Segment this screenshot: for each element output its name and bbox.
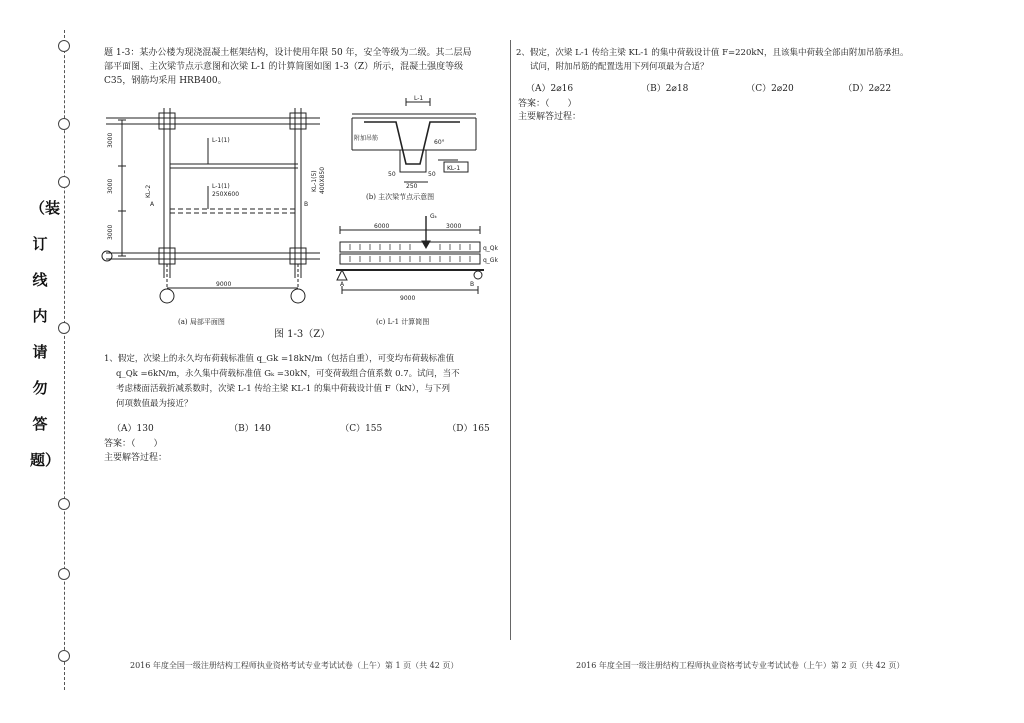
dim-label: 50 (428, 171, 436, 178)
dim-label: 3000 (107, 132, 114, 148)
point-a-label: A (150, 201, 155, 208)
question-line: 考虑楼面活载折减系数时，次梁 L-1 传给主梁 KL-1 的集中荷载设计值 F（kN），与下列 (116, 384, 450, 394)
gk-dist-label: q_Gk (483, 257, 498, 264)
binding-char: 题） (30, 451, 61, 469)
problem-intro (104, 46, 504, 88)
kl2-label: KL-2 (145, 184, 152, 198)
problem-intro-line: C35，钢筋均采用 HRB400。 (104, 76, 227, 86)
option-d[interactable]: （D）165 (447, 424, 490, 434)
footer-right: 2016 年度全国一级注册结构工程师执业资格考试专业考试试卷（上午）第 2 页（共 42 页） (576, 661, 905, 670)
l1-label: L-1 (414, 95, 424, 102)
gk-label: Gₖ (430, 213, 438, 220)
dim-label: 3000 (446, 223, 462, 230)
problem-intro-line: 部平面图、主次梁节点示意图和次梁 L-1 的计算简图如图 1-3（Z）所示，混凝土强度等级 (104, 62, 464, 72)
binding-hole (58, 498, 70, 510)
figure-c-caption: (c) L-1 计算简图 (376, 318, 430, 326)
figure-b-caption: (b) 主次梁节点示意图 (366, 193, 435, 201)
binding-hole (58, 650, 70, 662)
question-1-options (112, 416, 502, 435)
option-a[interactable]: （A）2⌀16 (526, 84, 574, 94)
qk-label: q_Qk (483, 245, 499, 252)
beam-size-label: 250X600 (212, 191, 240, 198)
option-d[interactable]: （D）2⌀22 (843, 84, 892, 94)
kl1-size-label: 400X850 (319, 166, 326, 194)
option-b[interactable]: （B）2⌀18 (641, 84, 689, 94)
question-line: q_Qk =6kN/m，永久集中荷载标准值 Gₖ =30kN，可变荷载组合值系数 0.7。试问，当不 (116, 369, 460, 379)
question-1 (104, 352, 504, 412)
option-c[interactable]: （C）155 (340, 424, 383, 434)
figure-b-joint-detail (348, 92, 488, 192)
figure-c-calc-diagram (330, 208, 500, 304)
figure-a-floor-plan (98, 98, 330, 330)
process-label: 主要解答过程： (104, 453, 168, 463)
question-line: 何项数值最为接近？ (116, 399, 193, 409)
figure-a-caption: (a) 局部平面图 (178, 318, 225, 326)
option-a[interactable]: （A）130 (112, 424, 154, 434)
dim-label: 3000 (107, 178, 114, 194)
answer-label: 答案：（ ） (518, 99, 577, 109)
question-2 (516, 46, 1006, 74)
binding-hole (58, 40, 70, 52)
process-label: 主要解答过程： (518, 112, 582, 122)
answer-label: 答案：（ ） (104, 439, 163, 449)
beam-label: L-1(1) (212, 137, 230, 144)
question-line: 1、假定，次梁上的永久均布荷载标准值 q_Gk =18kN/m（包括自重），可变均布荷载标准值 (104, 354, 455, 364)
binding-char: 勿 (32, 379, 48, 397)
dim-label: 3000 (107, 224, 114, 240)
kl1-label: KL-1 (447, 165, 461, 172)
binding-char: （装 (30, 199, 61, 217)
problem-intro-line: 题 1-3：某办公楼为现浇混凝土框架结构，设计使用年限 50 年，安全等级为二级。其二层局 (104, 48, 472, 58)
dim-label: 6000 (374, 223, 390, 230)
footer-left: 2016 年度全国一级注册结构工程师执业资格考试专业考试试卷（上午）第 1 页（共 42 页） (130, 661, 459, 670)
rebar-label: 附加吊筋 (354, 135, 379, 142)
question-line: 试问，附加吊筋的配置选用下列何项最为合适？ (530, 62, 709, 72)
binding-char: 答 (32, 415, 48, 433)
kl1-label: KL-1(5) (311, 170, 318, 192)
binding-warning (30, 190, 61, 478)
binding-hole (58, 322, 70, 334)
question-line: 2、假定，次梁 L-1 传给主梁 KL-1 的集中荷载设计值 F=220kN，且该集中荷载全部由附加吊筋承担。 (516, 48, 909, 58)
point-b-label: B (304, 201, 309, 208)
point-a-label: A (340, 281, 345, 288)
dim-label: 9000 (216, 281, 232, 288)
page-divider (510, 40, 511, 640)
beam-label: L-1(1) (212, 183, 230, 190)
point-b-label: B (470, 281, 475, 288)
binding-char: 订 (32, 235, 48, 253)
figure-title: 图 1-3（Z） (274, 329, 331, 340)
dim-label: 50 (388, 171, 396, 178)
question-2-options (526, 76, 986, 95)
binding-hole (58, 176, 70, 188)
option-b[interactable]: （B）140 (229, 424, 271, 434)
binding-char: 线 (32, 271, 48, 289)
binding-hole (58, 568, 70, 580)
binding-char: 内 (32, 307, 48, 325)
binding-hole (58, 118, 70, 130)
option-c[interactable]: （C）2⌀20 (746, 84, 794, 94)
angle-label: 60° (434, 139, 445, 146)
span-label: 9000 (400, 295, 416, 302)
dim-label: 250 (406, 183, 418, 190)
binding-char: 请 (32, 343, 48, 361)
